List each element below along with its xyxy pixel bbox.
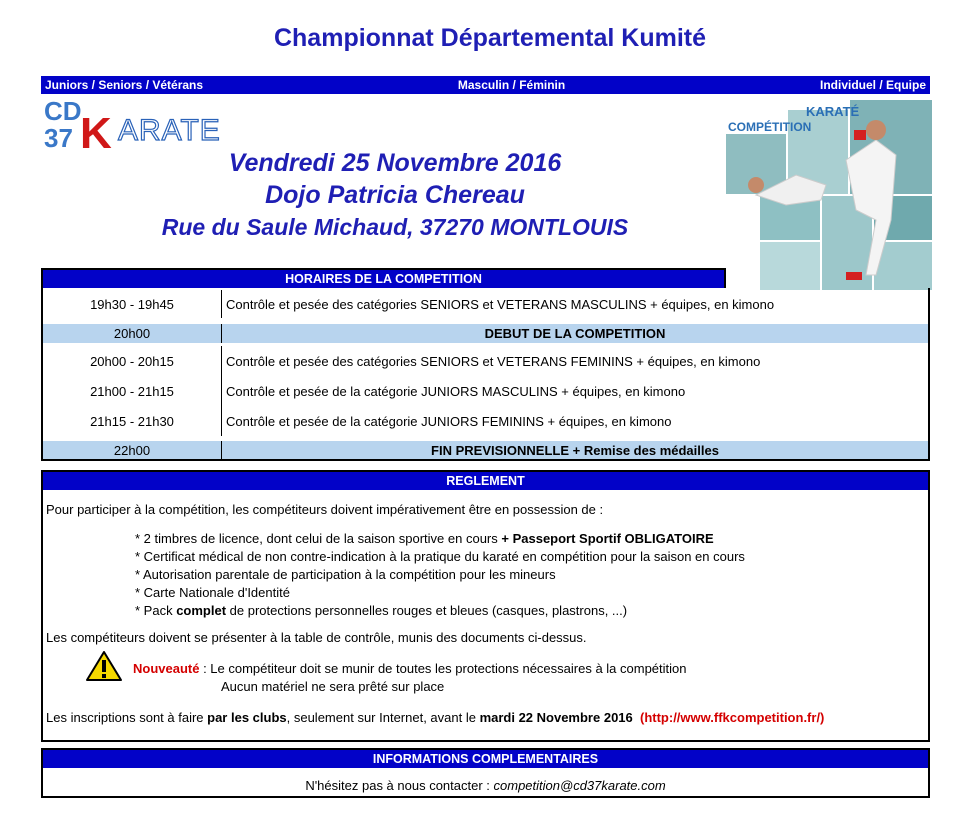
schedule-row: [43, 376, 928, 406]
schedule-time: 21h15 - 21h30: [90, 413, 174, 429]
rules-intro: Pour participer à la compétition, les compétiteurs doivent impérativement être en possession de :: [46, 502, 604, 517]
contact-line: N'hésitez pas à nous contacter : competition@cd37karate.com: [305, 778, 666, 793]
event-info: [90, 147, 700, 243]
page-title: Championnat Départemental Kumité: [273, 24, 706, 52]
logo-37: 37: [44, 123, 73, 152]
info-section: [41, 748, 930, 798]
category-type: Individuel / Equipe: [819, 78, 926, 92]
registration-info: Les inscriptions sont à faire par les clubs, seulement sur Internet, avant le mardi 22 Novembre 2016 (http://www.ffkcompetition.fr/): [46, 710, 825, 725]
schedule-row: [43, 346, 928, 376]
event-address: Rue du Saule Michaud, 37270 MONTLOUIS: [161, 214, 629, 240]
schedule-time: 20h00 - 20h15: [90, 353, 174, 369]
schedule-desc: Contrôle et pesée de la catégorie JUNIORS FEMININS + équipes, en kimono: [221, 406, 928, 436]
schedule-row: [43, 441, 928, 459]
schedule-desc: Contrôle et pesée de la catégorie JUNIORS MASCULINS + équipes, en kimono: [221, 376, 928, 406]
schedule-desc: Contrôle et pesée des catégories SENIORS et VETERANS FEMININS + équipes, en kimono: [221, 346, 928, 376]
warning-icon: [85, 650, 123, 682]
karate-competition-image: [726, 100, 932, 290]
category-age: Juniors / Seniors / Vétérans: [45, 78, 204, 92]
info-header: INFORMATIONS COMPLEMENTAIRES: [43, 750, 928, 768]
schedule-table: [41, 288, 930, 461]
schedule-time: 21h00 - 21h15: [90, 383, 174, 399]
rules-control: Les compétiteurs doivent se présenter à la table de contrôle, munis des documents ci-dessus.: [46, 630, 587, 645]
event-venue: Dojo Patricia Chereau: [265, 181, 525, 209]
schedule-desc: DEBUT DE LA COMPETITION: [221, 324, 928, 343]
list-item: * Carte Nationale d'Identité: [135, 585, 290, 600]
rules-header: REGLEMENT: [43, 472, 928, 490]
new-label: Nouveauté: [133, 661, 200, 676]
schedule-time: 20h00: [113, 326, 151, 341]
event-date: Vendredi 25 Novembre 2016: [228, 149, 562, 177]
list-item: * Pack complet de protections personnelles rouges et bleues (casques, plastrons, ...): [135, 603, 628, 618]
logo-k: K: [80, 109, 112, 152]
new-rule: Nouveauté : Le compétiteur doit se munir de toutes les protections nécessaires à la compétition Aucun matériel ne sera prêté sur place: [133, 661, 687, 694]
list-item: * Autorisation parentale de participation à la compétition pour les mineurs: [135, 567, 556, 582]
schedule-row: [43, 324, 928, 343]
horaires-header: HORAIRES DE LA COMPETITION: [41, 268, 726, 288]
badge-line1: KARATÉ: [806, 104, 860, 119]
rules-list: [135, 530, 745, 620]
rules-section: [41, 470, 930, 742]
cd37-karate-logo: [44, 96, 234, 152]
schedule-time: 22h00: [113, 442, 151, 458]
list-item: * 2 timbres de licence, dont celui de la saison sportive en cours + Passeport Sportif OBLIGATOIRE: [135, 531, 714, 546]
schedule-row: [43, 290, 928, 318]
schedule-desc: Contrôle et pesée des catégories SENIORS et VETERANS MASCULINS + équipes, en kimono: [221, 290, 928, 318]
badge-line2: COMPÉTITION: [728, 120, 812, 134]
schedule-time: 19h30 - 19h45: [90, 296, 174, 312]
schedule-row: [43, 406, 928, 436]
category-gender: Masculin / Féminin: [457, 78, 566, 92]
registration-link[interactable]: (http://www.ffkcompetition.fr/): [640, 710, 825, 725]
contact-email[interactable]: competition@cd37karate.com: [493, 778, 666, 793]
logo-cd: CD: [44, 96, 82, 126]
schedule-desc: FIN PREVISIONNELLE + Remise des médailles: [221, 441, 928, 459]
category-bar: [41, 76, 930, 94]
list-item: * Certificat médical de non contre-indication à la pratique du karaté en compétition pour la saison en cours: [135, 549, 745, 564]
logo-arate: ARATE: [118, 114, 221, 147]
